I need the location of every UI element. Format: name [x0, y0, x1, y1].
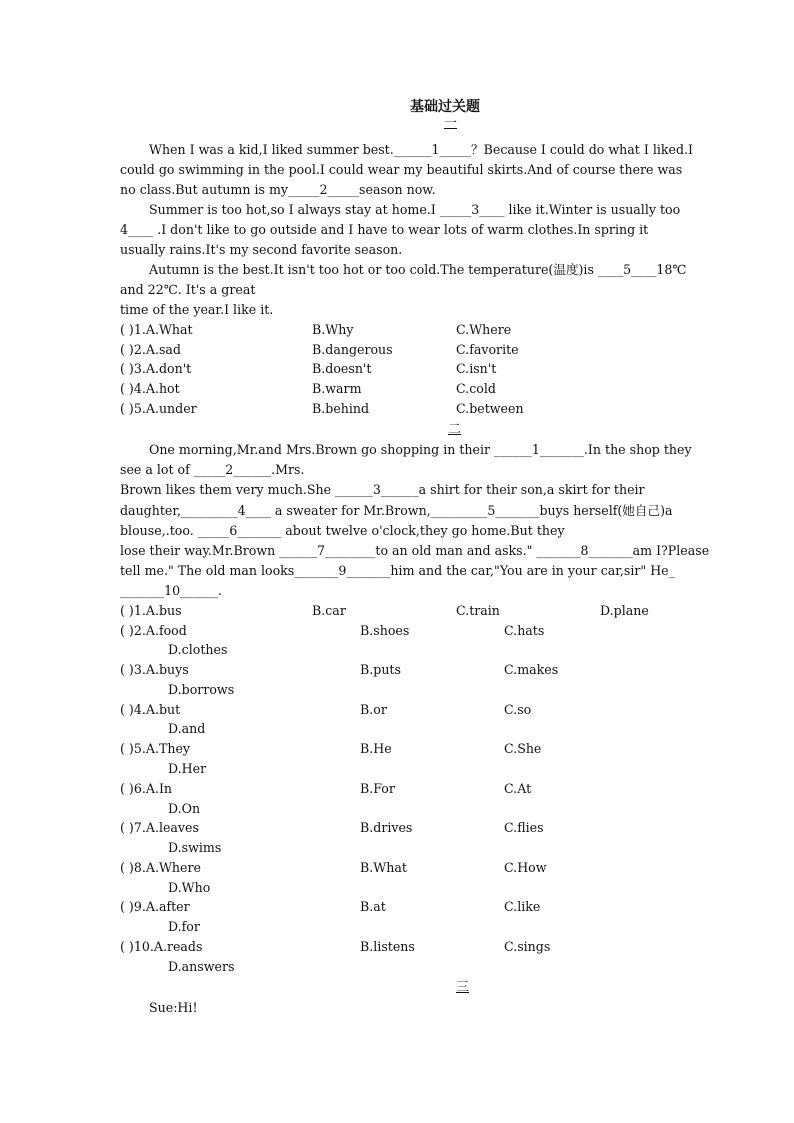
option-d: D.plane	[600, 603, 649, 618]
s2-line-1: One morning,Mr.and Mrs.Brown go shopping in their ______1_______.In the shop they	[149, 442, 692, 457]
question-number: ( )6.A.In	[120, 781, 173, 796]
option-b: B.or	[360, 702, 387, 717]
option-b: B.For	[360, 781, 395, 796]
s1-line-7: Autumn is the best.It isn't too hot or too cold.The temperature(温度)is ____5____18℃	[149, 262, 687, 277]
option-b: B.What	[360, 860, 407, 875]
s1-line-6: usually rains.It's my second favorite season.	[120, 242, 403, 257]
option-c: C.favorite	[456, 342, 519, 357]
question-number: ( )4.A.but	[120, 702, 181, 717]
option-d: D.borrows	[168, 682, 235, 697]
s1-line-4: Summer is too hot,so I always stay at home.I _____3____ like it.Winter is usually too	[149, 202, 681, 217]
option-c: C.between	[456, 401, 524, 416]
option-b: B.Why	[312, 322, 354, 337]
option-d: D.clothes	[168, 642, 228, 657]
option-c: C.isn't	[456, 361, 497, 376]
option-b: B.drives	[360, 820, 413, 835]
option-b: B.doesn't	[312, 361, 372, 376]
s2-question-row	[120, 601, 680, 621]
section-1-mark: 一	[444, 116, 458, 131]
option-b: B.He	[360, 741, 392, 756]
question-number: ( )8.A.Where	[120, 860, 201, 875]
option-b: B.at	[360, 899, 386, 914]
option-d: D.On	[168, 801, 201, 816]
s1-line-3: no class.But autumn is my_____2_____season now.	[120, 182, 436, 197]
option-d: D.Who	[168, 880, 211, 895]
section-2-mark: 二	[448, 422, 462, 437]
option-c: C.flies	[504, 820, 544, 835]
option-d: D.answers	[168, 959, 235, 974]
question-number: ( )9.A.after	[120, 899, 190, 914]
question-number: ( )10.A.reads	[120, 939, 203, 954]
option-c: C.sings	[504, 939, 551, 954]
question-number: ( )5.A.under	[120, 401, 197, 416]
option-b: B.warm	[312, 381, 362, 396]
option-d: D.and	[168, 721, 206, 736]
question-number: ( )5.A.They	[120, 741, 191, 756]
question-number: ( )1.A.bus	[120, 603, 182, 618]
s1-line-5: 4____ .I don't like to go outside and I have to wear lots of warm clothes.In spring it	[120, 222, 649, 237]
question-number: ( )4.A.hot	[120, 381, 180, 396]
option-d: D.swims	[168, 840, 222, 855]
option-b: B.dangerous	[312, 342, 393, 357]
option-c: C.train	[456, 603, 500, 618]
option-c: C.so	[504, 702, 532, 717]
s1-line-1: When I was a kid,I liked summer best.______1_____？Because I could do what I liked.I	[149, 142, 694, 157]
s1-line-2: could go swimming in the pool.I could wear my beautiful skirts.And of course there was	[120, 162, 683, 177]
option-d: D.for	[168, 919, 200, 934]
s2-line-7: tell me." The old man looks_______9_______him and the car,"You are in your car,sir" He_	[120, 563, 675, 578]
question-number: ( )2.A.sad	[120, 342, 181, 357]
option-c: C.At	[504, 781, 532, 796]
option-d: D.Her	[168, 761, 207, 776]
option-b: B.shoes	[360, 623, 410, 638]
s3-line-1: Sue:Hi!	[149, 1000, 198, 1015]
section-3-mark: 三	[456, 980, 470, 995]
option-c: C.hats	[504, 623, 545, 638]
s1-line-9: time of the year.I like it.	[120, 302, 274, 317]
question-number: ( )3.A.don't	[120, 361, 192, 376]
question-number: ( )2.A.food	[120, 623, 187, 638]
option-c: C.She	[504, 741, 542, 756]
s2-line-4: daughter,_________4____ a sweater for Mr.Brown,_________5_______buys herself(她自己)a	[120, 503, 673, 518]
s2-line-3: Brown likes them very much.She ______3______a shirt for their son,a skirt for their	[120, 482, 645, 497]
s1-line-8: and 22℃. It's a great	[120, 282, 256, 297]
option-c: C.How	[504, 860, 547, 875]
option-b: B.puts	[360, 662, 401, 677]
option-c: C.like	[504, 899, 541, 914]
option-b: B.listens	[360, 939, 415, 954]
s2-line-8: _______10______.	[120, 583, 222, 598]
s2-line-5: blouse,.too. _____6_______ about twelve o'clock,they go home.But they	[120, 523, 565, 538]
question-number: ( )1.A.What	[120, 322, 193, 337]
option-b: B.behind	[312, 401, 370, 416]
s2-line-6: lose their way.Mr.Brown ______7________to an old man and asks." _______8_______am I?Please	[120, 543, 710, 558]
s2-line-2: see a lot of _____2______.Mrs.	[120, 462, 305, 477]
page-title: 基础过关题	[410, 99, 480, 115]
option-c: C.Where	[456, 322, 512, 337]
option-b: B.car	[312, 603, 346, 618]
question-number: ( )3.A.buys	[120, 662, 189, 677]
option-c: C.makes	[504, 662, 559, 677]
option-c: C.cold	[456, 381, 496, 396]
question-number: ( )7.A.leaves	[120, 820, 199, 835]
